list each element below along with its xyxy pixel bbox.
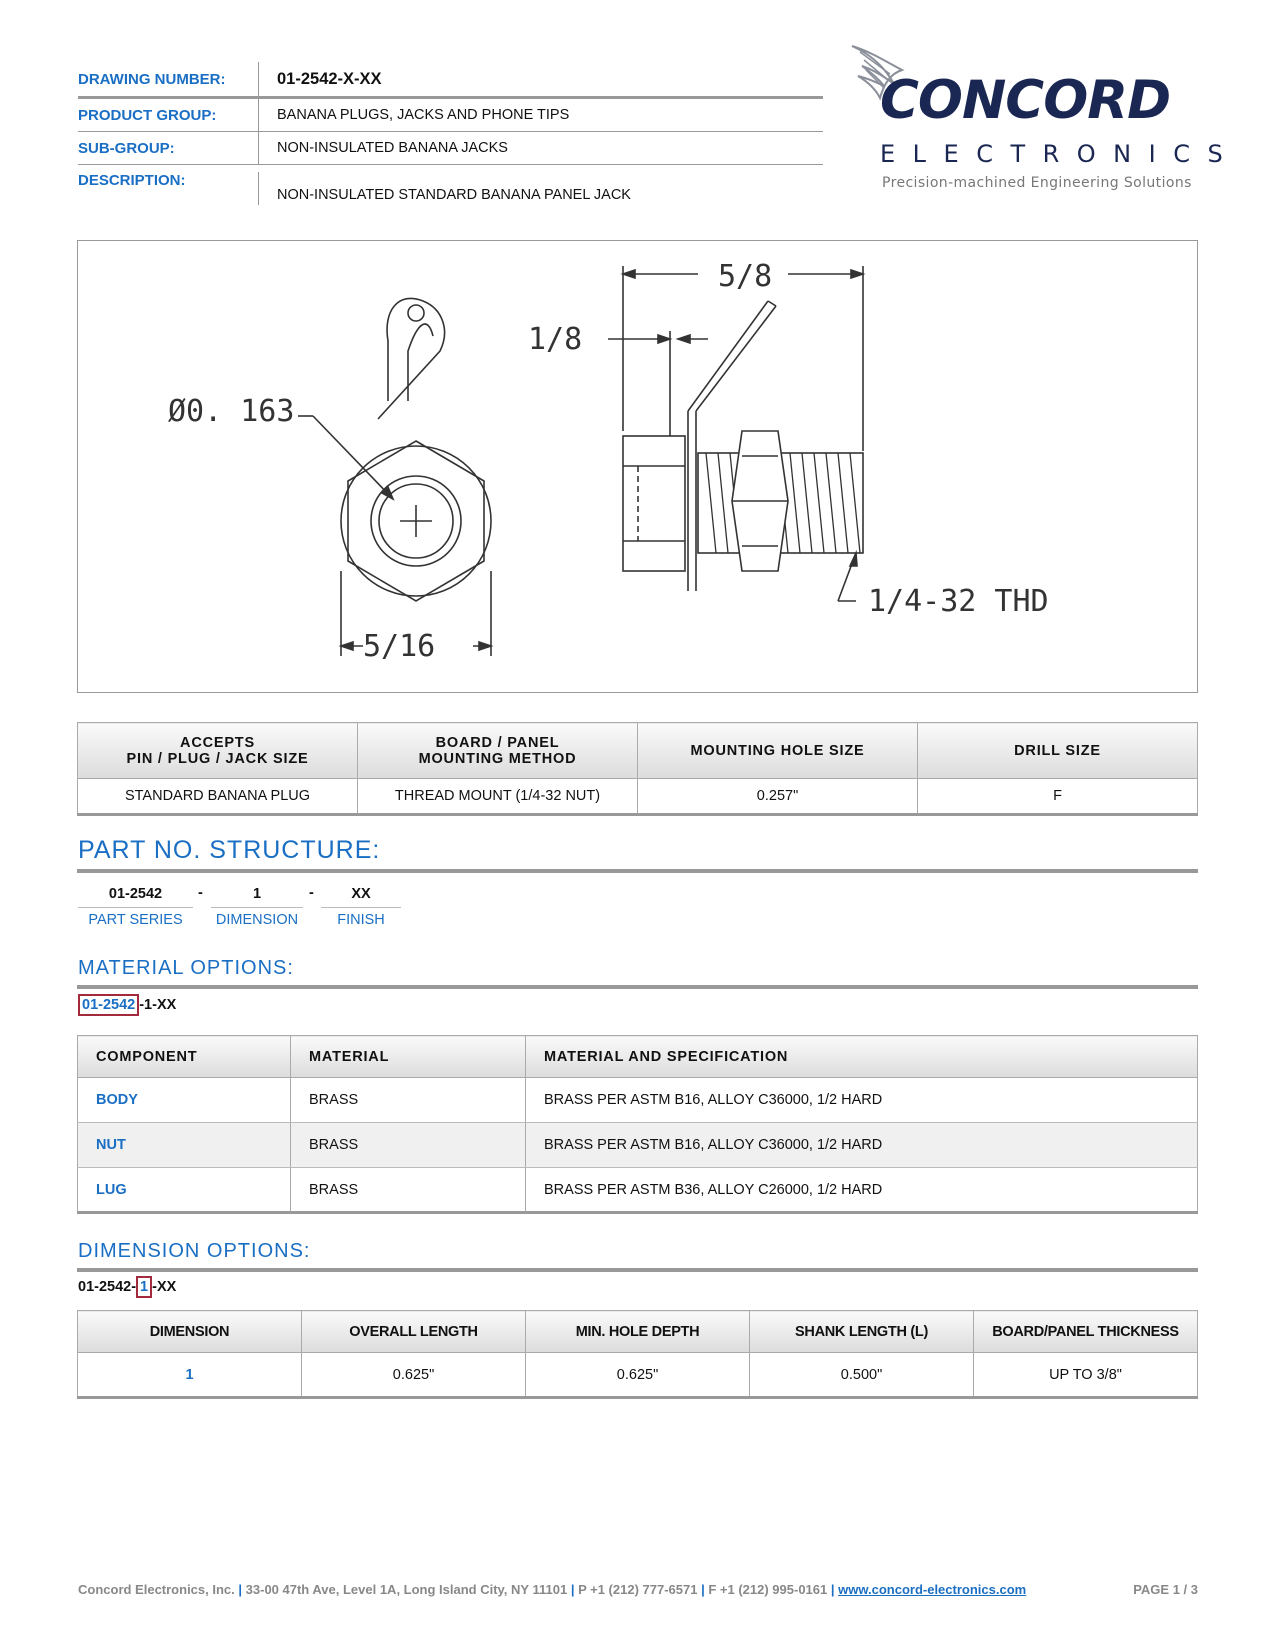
dim-header-min-hole-depth: MIN. HOLE DEPTH xyxy=(526,1311,750,1353)
technical-drawing xyxy=(77,240,1198,693)
dimension-part-code xyxy=(78,1279,176,1295)
dim-header-dimension: DIMENSION xyxy=(78,1311,302,1353)
part-dash-1: - xyxy=(198,885,203,901)
dimension-table xyxy=(77,1310,1198,1399)
material-spec: BRASS PER ASTM B36, ALLOY C26000, 1/2 HARD xyxy=(526,1168,1198,1213)
specs-header-drill-size: DRILL SIZE xyxy=(918,723,1198,779)
product-group-label: PRODUCT GROUP: xyxy=(78,106,217,124)
sub-group: NON-INSULATED BANANA JACKS xyxy=(258,132,508,164)
part-series xyxy=(78,880,193,928)
sub-group-label: SUB-GROUP: xyxy=(78,139,175,157)
material-header-material: MATERIAL xyxy=(291,1036,526,1078)
dim-value-overall-length: 0.625" xyxy=(302,1353,526,1398)
dim-value-panel-thickness: UP TO 3/8" xyxy=(974,1353,1198,1398)
specs-header-mounting xyxy=(358,723,638,779)
dim-hole-label: Ø0. 163 xyxy=(168,394,295,429)
spec-hole-size: 0.257" xyxy=(638,779,918,815)
footer-company: Concord Electronics, Inc. xyxy=(78,1582,235,1597)
part-series-label: PART SERIES xyxy=(88,912,183,928)
material-code-highlight: 01-2542 xyxy=(78,994,139,1016)
specs-header-hole-size: MOUNTING HOLE SIZE xyxy=(638,723,918,779)
specs-header-mounting-line2: MOUNTING METHOD xyxy=(418,750,577,767)
dimension-code-pre: 01-2542- xyxy=(78,1279,137,1295)
part-dimension-label: DIMENSION xyxy=(215,912,299,928)
table-row xyxy=(78,779,1198,815)
product-group: BANANA PLUGS, JACKS AND PHONE TIPS xyxy=(258,99,569,131)
dim-header-overall-length: OVERALL LENGTH xyxy=(302,1311,526,1353)
specs-header-accepts-line2: PIN / PLUG / JACK SIZE xyxy=(126,750,309,767)
part-dimension xyxy=(211,880,303,928)
dim-value-min-hole-depth: 0.625" xyxy=(526,1353,750,1398)
dim-lug-label: 1/8 xyxy=(528,322,583,357)
footer-fax: F +1 (212) 995-0161 xyxy=(708,1582,828,1597)
material-component: NUT xyxy=(78,1123,291,1168)
specs-header-accepts-line1: ACCEPTS xyxy=(180,734,255,751)
drawing-number: 01-2542-X-XX xyxy=(258,62,382,96)
part-structure-title: PART NO. STRUCTURE: xyxy=(78,836,381,864)
footer-separator: | xyxy=(238,1582,243,1597)
side-view xyxy=(608,266,863,601)
spec-mounting: THREAD MOUNT (1/4-32 NUT) xyxy=(358,779,638,815)
front-view xyxy=(298,298,491,656)
footer-website-link[interactable]: www.concord-electronics.com xyxy=(838,1582,1027,1597)
dim-value-dimension: 1 xyxy=(78,1353,302,1398)
material-header-component: COMPONENT xyxy=(78,1036,291,1078)
dim-length-label: 5/8 xyxy=(718,259,773,294)
footer-contact xyxy=(78,1582,1026,1597)
dim-header-panel-thickness: BOARD/PANEL THICKNESS xyxy=(974,1311,1198,1353)
footer-separator: | xyxy=(830,1582,835,1597)
material-spec: BRASS PER ASTM B16, ALLOY C36000, 1/2 HARD xyxy=(526,1078,1198,1123)
table-row xyxy=(78,1353,1198,1398)
dimension-options-title: DIMENSION OPTIONS: xyxy=(78,1240,311,1262)
table-row xyxy=(78,1078,1198,1123)
logo-tagline: Precision-machined Engineering Solutions xyxy=(882,175,1192,191)
spec-accepts: STANDARD BANANA PLUG xyxy=(78,779,358,815)
dim-header-shank-length: SHANK LENGTH (L) xyxy=(750,1311,974,1353)
table-row xyxy=(78,1168,1198,1213)
specs-header-accepts xyxy=(78,723,358,779)
dim-hex-label: 5/16 xyxy=(363,629,436,664)
material-header-spec: MATERIAL AND SPECIFICATION xyxy=(526,1036,1198,1078)
description-label: DESCRIPTION: xyxy=(78,172,186,189)
description: NON-INSULATED STANDARD BANANA PANEL JACK xyxy=(258,172,631,205)
part-finish-label: FINISH xyxy=(337,912,385,928)
part-series-value: 01-2542 xyxy=(78,880,193,908)
footer xyxy=(78,1582,1198,1597)
section-divider xyxy=(77,985,1198,989)
dimension-code-highlight: 1 xyxy=(136,1276,152,1298)
dimension-code-post: -XX xyxy=(152,1279,177,1295)
section-divider xyxy=(77,869,1198,873)
specs-table xyxy=(77,722,1198,816)
company-logo xyxy=(850,44,1241,194)
section-divider xyxy=(77,1268,1198,1272)
material-options-title: MATERIAL OPTIONS: xyxy=(78,957,294,979)
material-table xyxy=(77,1035,1198,1214)
dim-value-shank-length: 0.500" xyxy=(750,1353,974,1398)
footer-separator: | xyxy=(570,1582,575,1597)
material-component: BODY xyxy=(78,1078,291,1123)
material-part-code xyxy=(78,997,176,1013)
footer-separator: | xyxy=(701,1582,705,1597)
specs-header-mounting-line1: BOARD / PANEL xyxy=(435,734,560,751)
spec-drill-size: F xyxy=(918,779,1198,815)
material-spec: BRASS PER ASTM B16, ALLOY C36000, 1/2 HARD xyxy=(526,1123,1198,1168)
page-number: PAGE 1 / 3 xyxy=(1133,1582,1198,1597)
part-finish-value: XX xyxy=(321,880,401,908)
footer-address: 33-00 47th Ave, Level 1A, Long Island City, NY 11101 xyxy=(245,1582,568,1597)
material-component: LUG xyxy=(78,1168,291,1213)
material-material: BRASS xyxy=(291,1123,526,1168)
footer-phone: P +1 (212) 777-6571 xyxy=(578,1582,698,1597)
material-code-rest: -1-XX xyxy=(139,997,177,1013)
material-material: BRASS xyxy=(291,1078,526,1123)
drawing-number-label: DRAWING NUMBER: xyxy=(78,70,226,88)
logo-subtitle: ELECTRONICS xyxy=(880,140,1241,168)
part-dash-2: - xyxy=(309,885,314,901)
dim-thread-label: 1/4-32 THD xyxy=(868,584,1049,619)
logo-wordmark: CONCORD xyxy=(880,70,1171,131)
header-info-table xyxy=(78,62,823,205)
part-finish xyxy=(321,880,401,928)
part-dimension-value: 1 xyxy=(211,880,303,908)
material-material: BRASS xyxy=(291,1168,526,1213)
table-row xyxy=(78,1123,1198,1168)
